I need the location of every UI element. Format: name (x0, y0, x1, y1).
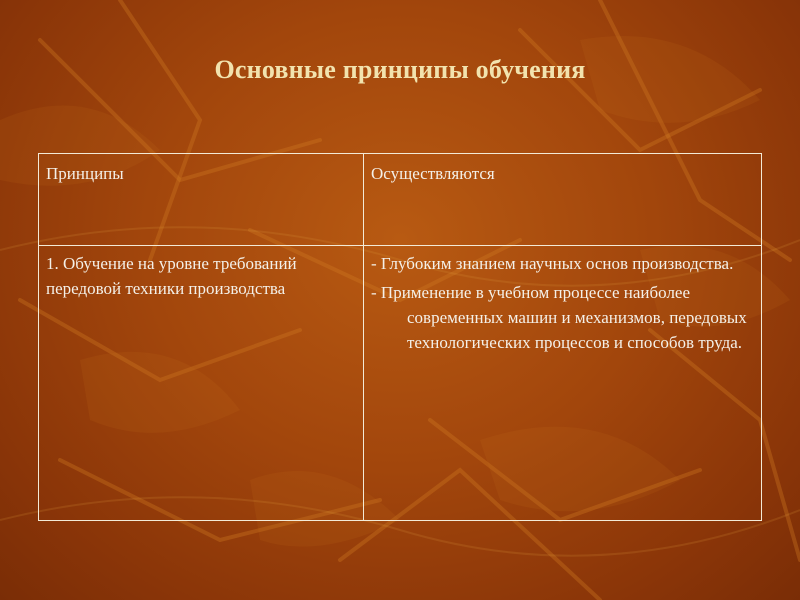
column-divider (363, 154, 364, 520)
implementation-cell (371, 251, 756, 359)
implementation-item: - Глубоким знанием научных основ производства. (371, 254, 734, 273)
implementation-item: - Применение в учебном процессе наиболее современных машин и механизмов, передовых технологических процессов и способов труда. (371, 283, 747, 352)
header-implemented: Осуществляются (371, 164, 495, 183)
principle-cell: 1. Обучение на уровне требований передовой техники производства (46, 254, 297, 298)
principles-table (38, 153, 762, 521)
header-principles: Принципы (46, 164, 124, 183)
row-divider (39, 245, 761, 246)
page-title: Основные принципы обучения (214, 55, 586, 84)
